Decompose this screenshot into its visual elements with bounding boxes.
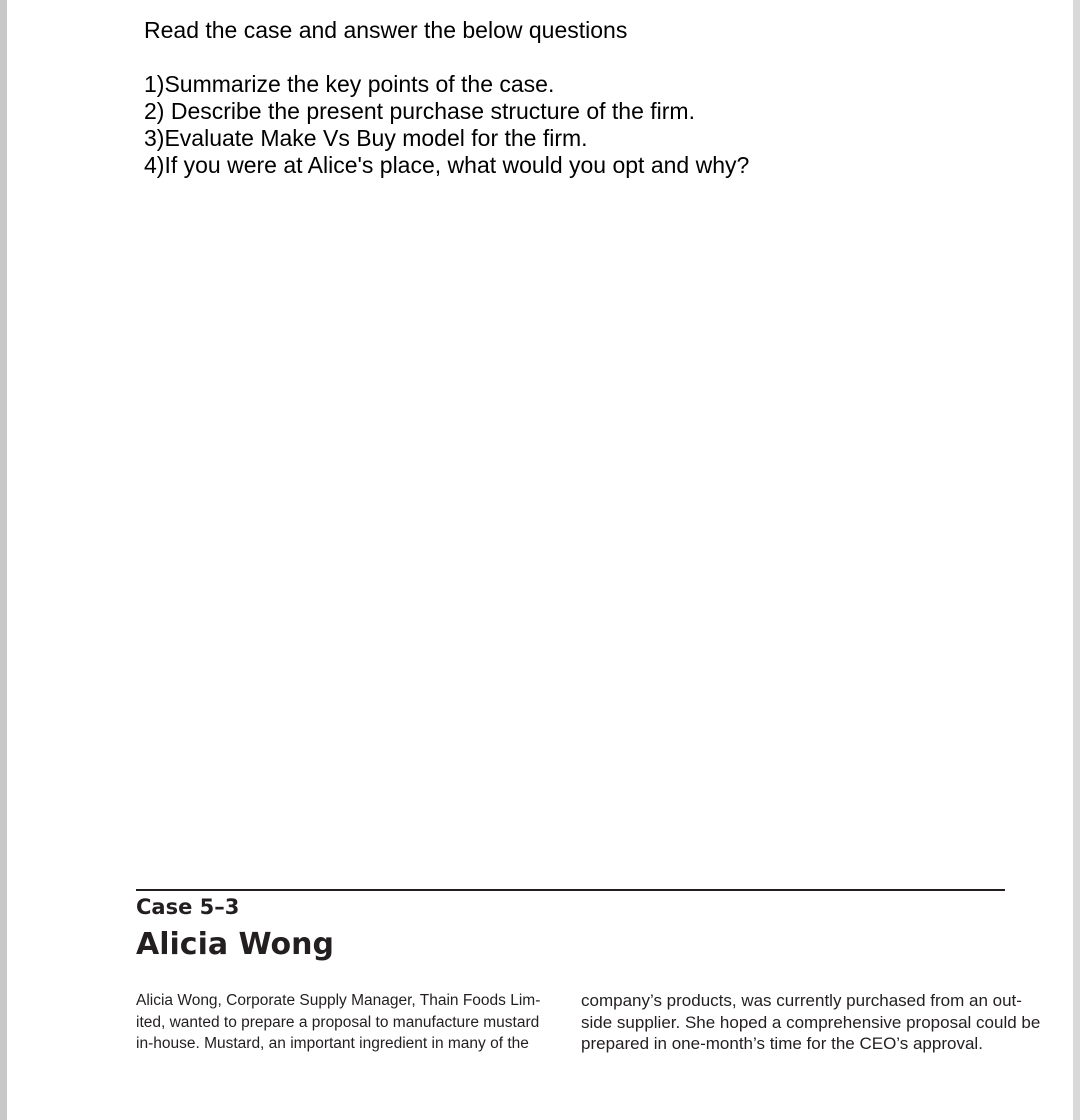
question-3: 3)Evaluate Make Vs Buy model for the firm. xyxy=(144,125,588,151)
section-divider xyxy=(136,889,1005,891)
case-text-line: Alicia Wong, Corporate Supply Manager, Thain Foods Lim- xyxy=(136,992,541,1009)
case-text-left-column xyxy=(136,990,566,1055)
instructions-intro: Read the case and answer the below questions xyxy=(144,17,628,43)
question-1: 1)Summarize the key points of the case. xyxy=(144,71,555,97)
case-text-line: side supplier. She hoped a comprehensive proposal could be xyxy=(581,1012,1041,1032)
document-page xyxy=(7,0,1073,1120)
question-2: 2) Describe the present purchase structure of the firm. xyxy=(144,98,695,124)
question-4: 4)If you were at Alice's place, what would you opt and why? xyxy=(144,152,750,178)
case-text-right-column xyxy=(581,990,1071,1055)
case-title: Alicia Wong xyxy=(136,927,335,962)
case-number: Case 5–3 xyxy=(136,895,240,919)
case-text-line: prepared in one-month’s time for the CEO’s approval. xyxy=(581,1034,983,1053)
instructions-block xyxy=(144,17,749,179)
viewer-scrollbar-edge xyxy=(1073,0,1080,1120)
case-text-line: in-house. Mustard, an important ingredient in many of the xyxy=(136,1035,529,1052)
case-text-line: ited, wanted to prepare a proposal to manufacture mustard xyxy=(136,1013,540,1031)
case-text-line: company’s products, was currently purchased from an out- xyxy=(581,991,1022,1010)
